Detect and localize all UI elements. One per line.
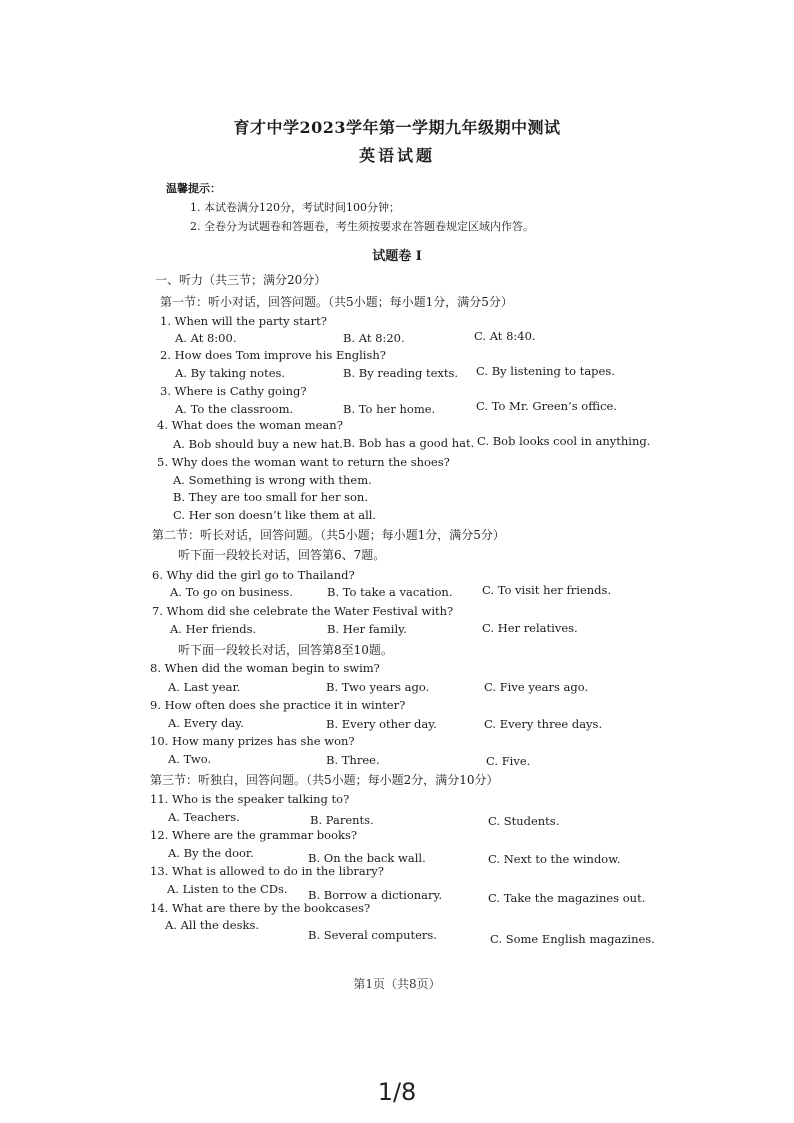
question-stem: 14. What are there by the bookcases? [150, 901, 371, 915]
option-c: C. Take the magazines out. [488, 891, 646, 905]
option-a: A. At 8:00. [175, 331, 237, 345]
option-b: B. Two years ago. [326, 680, 430, 694]
hint-item: 1. 本试卷满分120分，考试时间100分钟； [190, 201, 400, 214]
option-b: B. Bob has a good hat. [343, 436, 475, 450]
option-b: B. At 8:20. [343, 331, 405, 345]
question-stem: 2. How does Tom improve his English? [160, 348, 386, 362]
option-c: C. To visit her friends. [482, 583, 612, 597]
option-b: B. To take a vacation. [327, 585, 453, 599]
option-c: C. Bob looks cool in anything. [477, 434, 651, 448]
option-c: C. Five. [486, 754, 531, 768]
section-heading: 第三节：听独白，回答问题。（共5小题；每小题2分，满分10分） [150, 773, 499, 787]
option-c: C. Her relatives. [482, 621, 578, 635]
question-stem: 4. What does the woman mean? [157, 418, 343, 432]
page-indicator: 1/8 [377, 1078, 417, 1106]
option-a: A. To the classroom. [175, 402, 294, 416]
option-b: B. Three. [326, 753, 380, 767]
exam-subtitle: 英语试题 [358, 146, 435, 165]
exam-title: 育才中学2023学年第一学期九年级期中测试 [233, 118, 561, 137]
question-stem: 5. Why does the woman want to return the shoes? [157, 455, 450, 469]
question-stem: 12. Where are the grammar books? [150, 828, 358, 842]
dialog-instruction: 听下面一段较长对话，回答第8至10题。 [178, 643, 393, 657]
section-heading: 第二节：听长对话，回答问题。（共5小题；每小题1分，满分5分） [152, 528, 505, 542]
hint-item: 2. 全卷分为试题卷和答题卷，考生须按要求在答题卷规定区域内作答。 [190, 220, 534, 233]
section-heading: 第一节：听小对话，回答问题。（共5小题；每小题1分，满分5分） [160, 295, 513, 309]
option-a: A. Last year. [168, 680, 241, 694]
option-b: B. Borrow a dictionary. [308, 888, 443, 902]
option-b: B. By reading texts. [343, 366, 459, 380]
dialog-instruction: 听下面一段较长对话，回答第6、7题。 [178, 548, 386, 562]
option-a: A. By the door. [168, 846, 254, 860]
option-a: A. Every day. [168, 716, 244, 730]
option-c: C. At 8:40. [474, 329, 536, 343]
question-stem: 9. How often does she practice it in winter? [150, 698, 406, 712]
option-c: C. Some English magazines. [490, 932, 655, 946]
option-a: A. Teachers. [168, 810, 240, 824]
option-a: A. Something is wrong with them. [173, 473, 372, 487]
option-b: B. To her home. [343, 402, 436, 416]
question-stem: 10. How many prizes has she won? [150, 734, 355, 748]
option-c: C. Five years ago. [484, 680, 589, 694]
question-stem: 3. Where is Cathy going? [160, 384, 307, 398]
question-stem: 8. When did the woman begin to swim? [150, 661, 380, 675]
paper-label: 试题卷 I [372, 249, 422, 264]
option-a: A. Listen to the CDs. [167, 882, 288, 896]
option-b: B. Every other day. [326, 717, 437, 731]
option-b: B. Her family. [327, 622, 407, 636]
option-c: C. Every three days. [484, 717, 603, 731]
option-a: A. By taking notes. [175, 366, 286, 380]
option-c: C. Her son doesn’t like them at all. [173, 508, 377, 522]
option-b: B. Parents. [310, 813, 374, 827]
question-stem: 6. Why did the girl go to Thailand? [152, 568, 355, 582]
option-c: C. Next to the window. [488, 852, 621, 866]
option-c: C. To Mr. Green’s office. [476, 399, 617, 413]
option-b: B. On the back wall. [308, 851, 426, 865]
option-c: C. By listening to tapes. [476, 364, 615, 378]
hint-label: 温馨提示： [166, 182, 221, 195]
option-c: C. Students. [488, 814, 560, 828]
option-a: A. All the desks. [165, 918, 260, 932]
part-heading: 一、听力（共三节；满分20分） [155, 273, 327, 287]
question-stem: 13. What is allowed to do in the library? [150, 864, 384, 878]
question-stem: 7. Whom did she celebrate the Water Festival with? [152, 604, 454, 618]
page-footer: 第1页（共8页） [353, 977, 441, 991]
question-stem: 1. When will the party start? [160, 314, 327, 328]
option-a: A. Her friends. [170, 622, 257, 636]
option-a: A. Bob should buy a new hat. [173, 437, 344, 451]
option-b: B. They are too small for her son. [173, 490, 368, 504]
option-a: A. Two. [168, 752, 212, 766]
option-b: B. Several computers. [308, 928, 437, 942]
question-stem: 11. Who is the speaker talking to? [150, 792, 350, 806]
option-a: A. To go on business. [170, 585, 293, 599]
